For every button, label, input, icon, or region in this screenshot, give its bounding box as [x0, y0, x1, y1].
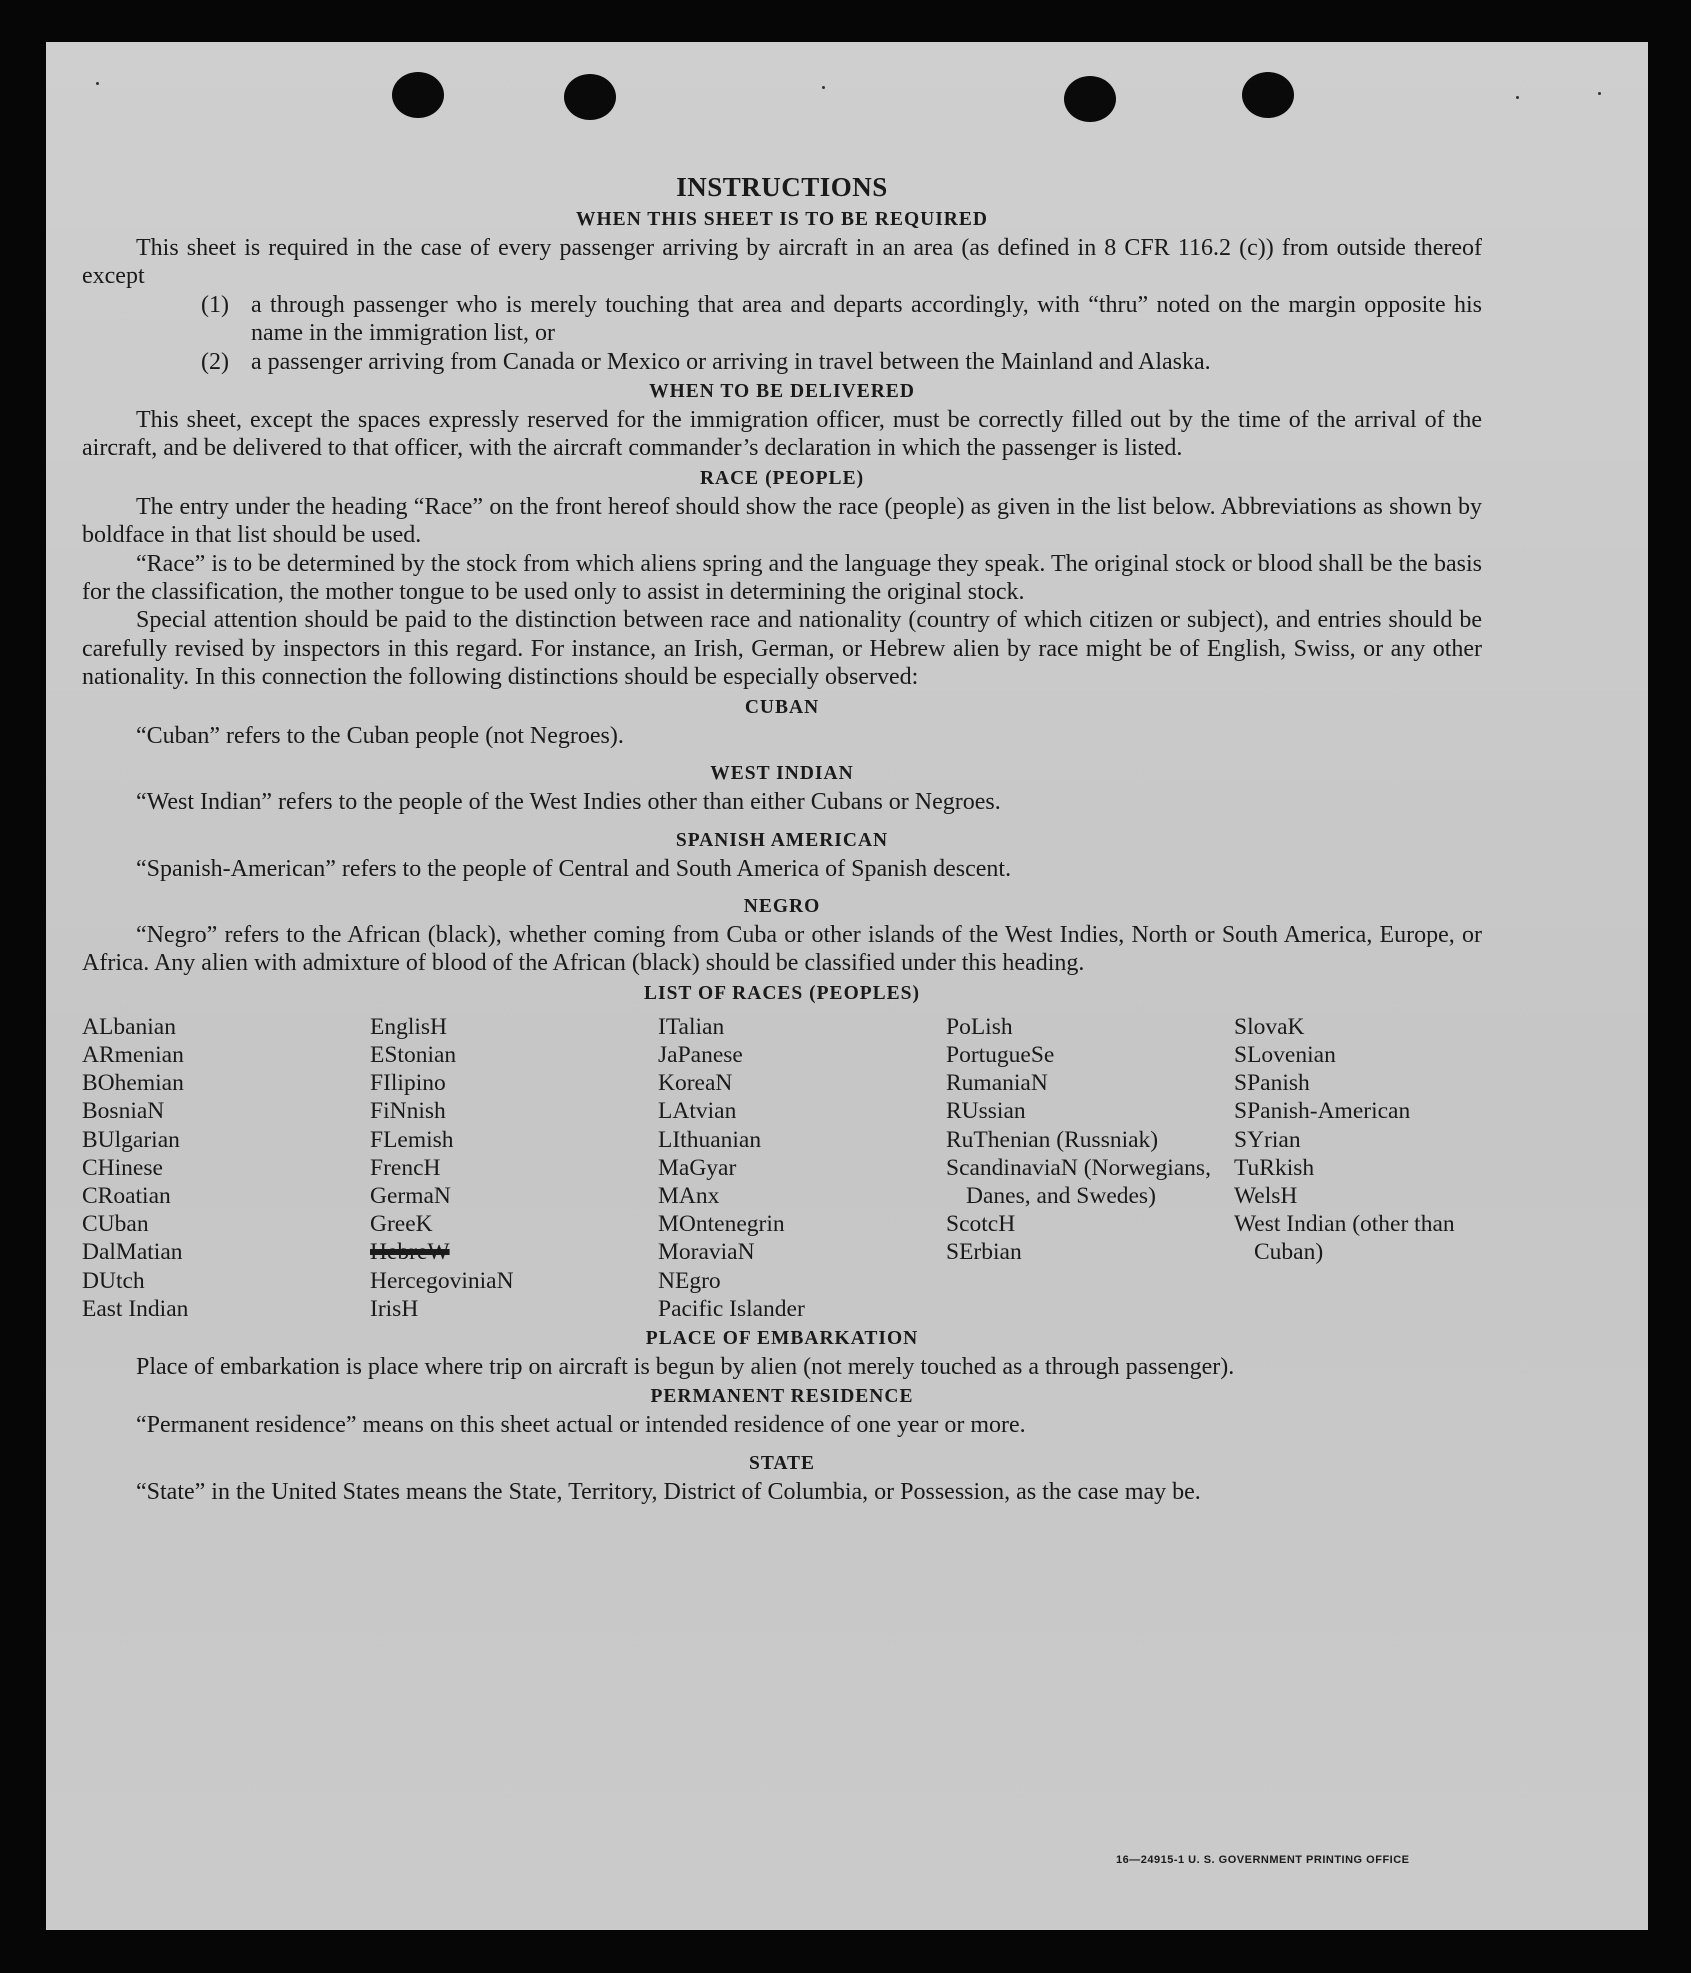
race-item: ALbanian	[82, 1013, 176, 1040]
section-heading: WHEN TO BE DELIVERED	[649, 381, 915, 403]
race-item: WelsH	[1234, 1182, 1298, 1209]
printer-imprint: 16—24915-1 U. S. GOVERNMENT PRINTING OFFICE	[1116, 1854, 1410, 1866]
race-item: FLemish	[370, 1126, 454, 1153]
race-column	[946, 1013, 1234, 1323]
race-item: West Indian (other than Cuban)	[1234, 1211, 1455, 1266]
race-item: PortugueSe	[946, 1041, 1055, 1068]
race-item: ARmenian	[82, 1041, 184, 1068]
race-item: NEgro	[658, 1267, 721, 1294]
enum-number: (1)	[201, 291, 229, 318]
race-item: KoreaN	[658, 1070, 733, 1097]
paper-speck	[1516, 96, 1519, 99]
race-item: PoLish	[946, 1013, 1013, 1040]
enum-text: a passenger arriving from Canada or Mexico or arriving in travel between the Mainland and Alaska.	[251, 348, 1211, 375]
section-heading: WEST INDIAN	[710, 763, 854, 785]
section-heading: PERMANENT RESIDENCE	[650, 1386, 914, 1408]
race-item: CRoatian	[82, 1182, 171, 1209]
paragraph: This sheet is required in the case of every passenger arriving by aircraft in an area (as defined in 8 CFR 116.2 (c)) from outside thereof except	[82, 235, 1482, 290]
enum-number: (2)	[201, 348, 229, 375]
race-item: MaGyar	[658, 1154, 737, 1181]
paper-speck	[822, 86, 825, 89]
race-item: SPanish-American	[1234, 1098, 1411, 1125]
section-heading: STATE	[748, 1452, 816, 1474]
paragraph: This sheet, except the spaces expressly reserved for the immigration officer, must be correctly filled out by the time of the arrival of the aircraft, and be delivered to that officer, with the aircraft commander’s declaration in which the passenger is listed.	[82, 407, 1482, 462]
paper-speck	[1598, 92, 1601, 95]
race-item: CUban	[82, 1211, 149, 1238]
race-item: ScandinaviaN (Norwegians, Danes, and Swedes)	[946, 1154, 1211, 1209]
race-item: SPanish	[1234, 1070, 1310, 1097]
race-item: GreeK	[370, 1211, 433, 1238]
race-item: EnglisH	[370, 1013, 448, 1040]
section-heading: RACE (PEOPLE)	[699, 467, 865, 489]
race-item: ITalian	[658, 1013, 725, 1040]
paragraph: “Permanent residence” means on this sheet actual or intended residence of one year or more.	[136, 1412, 1026, 1439]
paper-speck	[96, 82, 99, 85]
punch-hole	[1242, 72, 1294, 118]
race-item: JaPanese	[658, 1041, 743, 1068]
race-item: GermaN	[370, 1182, 451, 1209]
page-title: INSTRUCTIONS	[676, 172, 888, 202]
race-column	[82, 1013, 370, 1323]
instructions-content	[82, 170, 1482, 1506]
race-item: SYrian	[1234, 1126, 1301, 1153]
paragraph: Special attention should be paid to the distinction between race and nationality (country of which citizen or subject), and entries should be carefully revised by inspectors in this regard. For instance, an Irish, German, or Hebrew alien by race might be of English, Swiss, or any other nationality. In this connection the following distinctions should be especially observed:	[82, 607, 1482, 691]
race-item: MOntenegrin	[658, 1211, 785, 1238]
race-item: SlovaK	[1234, 1013, 1305, 1040]
section-heading: LIST OF RACES (PEOPLES)	[643, 982, 920, 1004]
paragraph: “West Indian” refers to the people of the West Indies other than either Cubans or Negroes.	[136, 789, 1001, 816]
race-item: FrencH	[370, 1154, 441, 1181]
paragraph: “Cuban” refers to the Cuban people (not Negroes).	[136, 722, 624, 749]
race-item: East Indian	[82, 1295, 189, 1322]
punch-hole	[392, 72, 444, 118]
enum-item	[82, 348, 1482, 376]
race-item: LAtvian	[658, 1098, 737, 1125]
race-item: DUtch	[82, 1267, 145, 1294]
race-list	[82, 1013, 1482, 1323]
paragraph: “Negro” refers to the African (black), whether coming from Cuba or other islands of the West Indies, North or South America, Europe, or Africa. Any alien with admixture of blood of the African (black) should be classified under this heading.	[82, 921, 1482, 977]
paragraph: “Spanish-American” refers to the people of Central and South America of Spanish descent.	[136, 855, 1012, 882]
race-item: ScotcH	[946, 1211, 1016, 1238]
section-heading: SPANISH AMERICAN	[675, 829, 889, 851]
race-item: CHinese	[82, 1154, 163, 1181]
race-item: DalMatian	[82, 1239, 183, 1266]
race-item: SErbian	[946, 1239, 1022, 1266]
race-column	[1234, 1013, 1490, 1323]
punch-hole	[1064, 76, 1116, 122]
race-item: SLovenian	[1234, 1041, 1336, 1068]
race-item-struck: HebreW	[370, 1239, 450, 1266]
race-item: RumaniaN	[946, 1070, 1048, 1097]
race-item: Pacific Islander	[658, 1295, 805, 1322]
punch-hole	[564, 74, 616, 120]
race-item: FiNnish	[370, 1098, 446, 1125]
race-item: RUssian	[946, 1098, 1026, 1125]
race-column	[658, 1013, 946, 1323]
section-heading: PLACE OF EMBARKATION	[645, 1327, 919, 1349]
paragraph: “State” in the United States means the State, Territory, District of Columbia, or Possession, as the case may be.	[136, 1478, 1201, 1505]
race-item: BOhemian	[82, 1070, 184, 1097]
race-item: BosniaN	[82, 1098, 165, 1125]
paragraph: The entry under the heading “Race” on the front hereof should show the race (people) as given in the list below. Abbreviations as shown by boldface in that list should be used.	[82, 493, 1482, 549]
section-heading: NEGRO	[743, 895, 821, 917]
race-item: TuRkish	[1234, 1154, 1315, 1181]
document-sheet	[46, 42, 1648, 1930]
race-item: IrisH	[370, 1295, 419, 1322]
paragraph: “Race” is to be determined by the stock from which aliens spring and the language they speak. The original stock or blood shall be the basis for the classification, the mother tongue to be used only to assist in determining the original stock.	[82, 550, 1482, 606]
race-item: MAnx	[658, 1182, 720, 1209]
race-item: BUlgarian	[82, 1126, 180, 1153]
section-heading: CUBAN	[744, 696, 820, 718]
race-item: FIlipino	[370, 1070, 446, 1097]
race-column	[370, 1013, 658, 1323]
enum-item	[82, 291, 1482, 348]
paragraph: Place of embarkation is place where trip on aircraft is begun by alien (not merely touched as a through passenger).	[136, 1353, 1235, 1380]
race-item: LIthuanian	[658, 1126, 762, 1153]
enum-text: a through passenger who is merely touching that area and departs accordingly, with “thru” noted on the margin opposite his name in the immigration list, or	[251, 291, 1482, 347]
race-item: EStonian	[370, 1041, 457, 1068]
race-item: MoraviaN	[658, 1239, 755, 1266]
race-item: RuThenian (Russniak)	[946, 1126, 1159, 1153]
section-heading: WHEN THIS SHEET IS TO BE REQUIRED	[576, 209, 988, 230]
race-item: HercegoviniaN	[370, 1267, 514, 1294]
